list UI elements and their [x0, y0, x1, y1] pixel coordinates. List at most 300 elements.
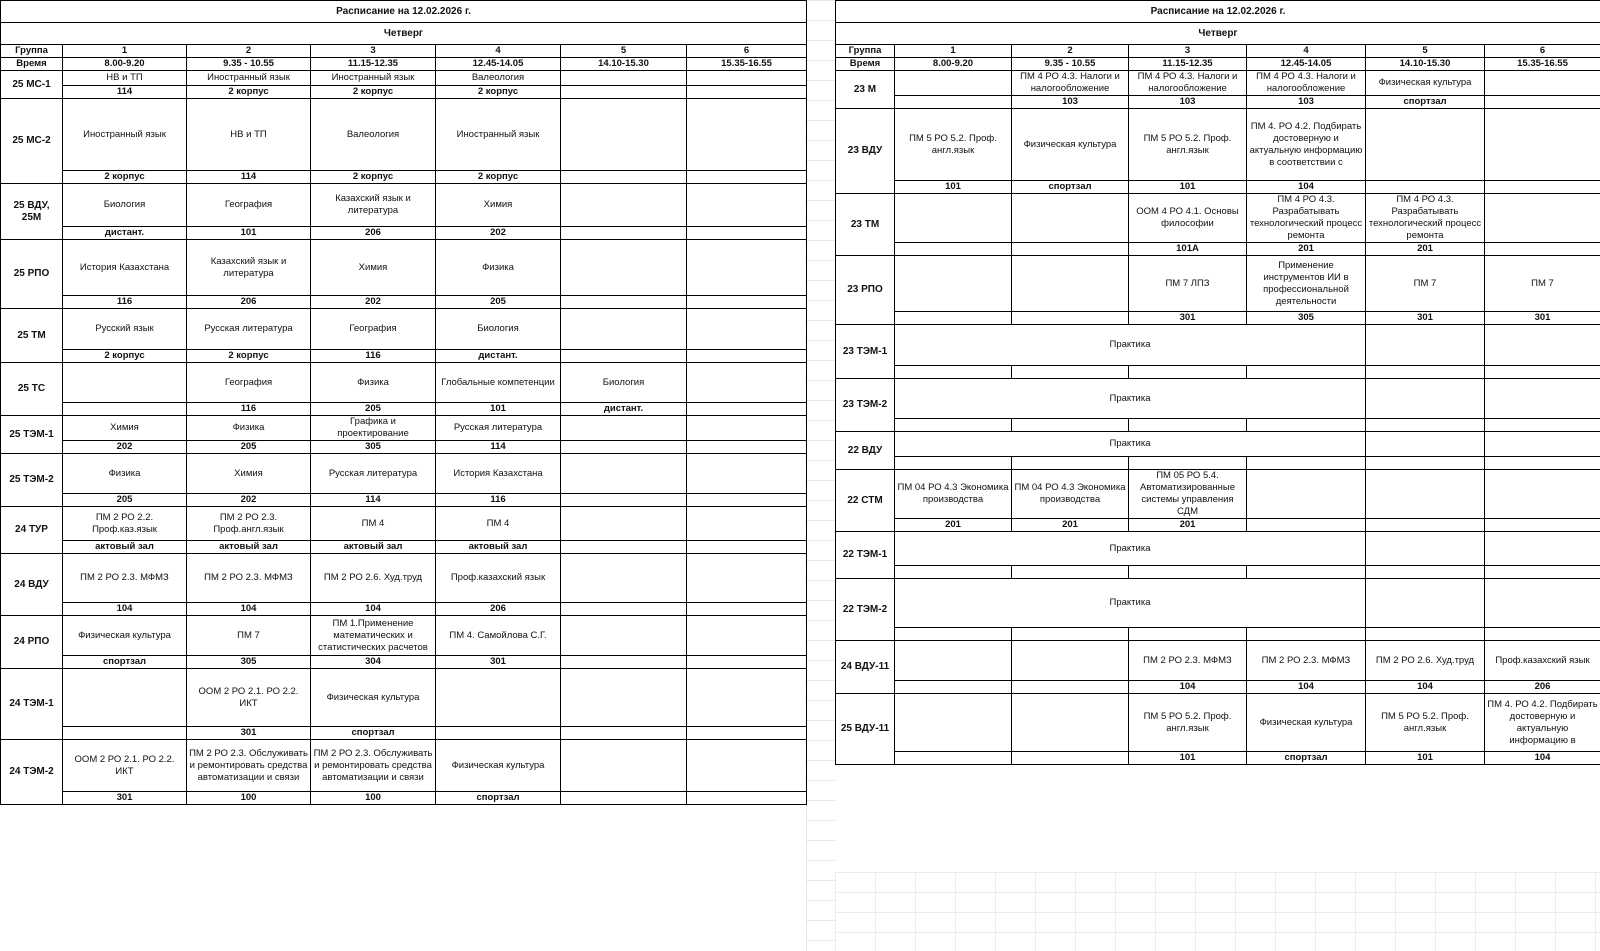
subject-cell: ПМ 4 [311, 507, 436, 541]
subject-cell [1485, 579, 1600, 628]
time-slot: 14.10-15.30 [1366, 58, 1485, 71]
subject-cell: ПМ 4. РО 4.2. Подбирать достоверную и актуальную информацию в соответствии с [1247, 109, 1366, 181]
room-cell [895, 681, 1012, 694]
room-cell: 103 [1247, 96, 1366, 109]
group-name: 25 ТС [1, 363, 63, 416]
group-name: 23 ТЭМ-2 [836, 379, 895, 432]
room-cell [63, 727, 187, 740]
subject-cell [687, 740, 807, 792]
subject-cell: ПМ 7 ЛПЗ [1129, 256, 1247, 312]
room-cell [1012, 628, 1129, 641]
subject-cell: Физическая культура [436, 740, 561, 792]
room-cell [1129, 566, 1247, 579]
subject-cell: Иностранный язык [311, 71, 436, 86]
pair-number: 1 [63, 45, 187, 58]
room-cell [561, 541, 687, 554]
subject-cell [63, 363, 187, 403]
subject-cell: ПМ 2 РО 2.3. МФМЗ [1129, 641, 1247, 681]
time-slot: 15.35-16.55 [1485, 58, 1600, 71]
group-name: 23 РПО [836, 256, 895, 325]
subject-cell [561, 71, 687, 86]
subject-cell [687, 71, 807, 86]
room-cell: 202 [311, 296, 436, 309]
group-name: 25 ТЭМ-1 [1, 416, 63, 454]
subject-cell [1366, 532, 1485, 566]
room-cell: 101 [1366, 752, 1485, 765]
subject-cell: Иностранный язык [63, 99, 187, 171]
group-name: 22 ТЭМ-2 [836, 579, 895, 641]
subject-cell: ПМ 04 РО 4.3 Экономика производства [895, 470, 1012, 519]
time-slot: 11.15-12.35 [311, 58, 436, 71]
subject-cell: Валеология [311, 99, 436, 171]
room-cell: 205 [436, 296, 561, 309]
subject-cell [561, 184, 687, 227]
room-cell [1247, 419, 1366, 432]
room-cell: 205 [187, 441, 311, 454]
room-cell [895, 752, 1012, 765]
room-cell [561, 86, 687, 99]
room-cell [561, 792, 687, 805]
room-cell: 104 [1247, 181, 1366, 194]
room-cell [1366, 566, 1485, 579]
room-cell: 305 [311, 441, 436, 454]
group-name: 24 ВДУ [1, 554, 63, 616]
subject-cell [687, 416, 807, 441]
time-slot: 9.35 - 10.55 [187, 58, 311, 71]
room-cell: 103 [1012, 96, 1129, 109]
subject-cell: Физическая культура [1012, 109, 1129, 181]
subject-cell [561, 454, 687, 494]
room-cell [1485, 181, 1600, 194]
room-cell [1366, 519, 1485, 532]
subject-cell: ПМ 4 РО 4.3. Налоги и налогообложение [1129, 71, 1247, 96]
group-name: 24 ТУР [1, 507, 63, 554]
room-cell: 305 [1247, 312, 1366, 325]
subject-cell: ПМ 5 РО 5.2. Проф. англ.язык [1129, 109, 1247, 181]
practice-cell: Практика [895, 379, 1366, 419]
subject-cell: Казахский язык и литература [311, 184, 436, 227]
subject-cell: ПМ 2 РО 2.6. Худ.труд [311, 554, 436, 603]
room-cell: 201 [1366, 243, 1485, 256]
subject-cell: ПМ 5 РО 5.2. Проф. англ.язык [1366, 694, 1485, 752]
subject-cell [687, 454, 807, 494]
room-cell: 2 корпус [187, 86, 311, 99]
room-cell [687, 403, 807, 416]
subject-cell [561, 99, 687, 171]
room-cell [687, 227, 807, 240]
pair-number: 3 [311, 45, 436, 58]
room-cell [1247, 566, 1366, 579]
room-cell [561, 227, 687, 240]
subject-cell [1366, 579, 1485, 628]
subject-cell: ПМ 2 РО 2.3. МФМЗ [1247, 641, 1366, 681]
subject-cell: География [187, 363, 311, 403]
room-cell: 206 [311, 227, 436, 240]
subject-cell: Физическая культура [1247, 694, 1366, 752]
room-cell [561, 171, 687, 184]
room-cell [561, 296, 687, 309]
subject-cell [1485, 109, 1600, 181]
subject-cell [561, 554, 687, 603]
room-cell: 116 [187, 403, 311, 416]
room-cell [63, 403, 187, 416]
room-cell [687, 603, 807, 616]
room-cell: 101 [1129, 181, 1247, 194]
subject-cell: Физика [436, 240, 561, 296]
subject-cell: Биология [436, 309, 561, 350]
subject-cell: НВ и ТП [63, 71, 187, 86]
subject-cell: ПМ 1.Применение математических и статистических расчетов [311, 616, 436, 656]
subject-cell [687, 184, 807, 227]
subject-cell [1012, 256, 1129, 312]
room-cell: 201 [1247, 243, 1366, 256]
time-header: Время [1, 58, 63, 71]
group-name: 25 МС-2 [1, 99, 63, 184]
room-cell: спортзал [1247, 752, 1366, 765]
subject-cell: Валеология [436, 71, 561, 86]
room-cell: 304 [311, 656, 436, 669]
subject-cell: ПМ 4. Самойлова С.Г. [436, 616, 561, 656]
subject-cell: Физическая культура [63, 616, 187, 656]
day-of-week: Четверг [1, 23, 807, 45]
subject-cell [1485, 470, 1600, 519]
room-cell [1485, 366, 1600, 379]
room-cell: 301 [436, 656, 561, 669]
room-cell [895, 312, 1012, 325]
subject-cell: ПМ 4 РО 4.3. Разрабатывать технологический процесс ремонта [1247, 194, 1366, 243]
room-cell: 101 [436, 403, 561, 416]
room-cell [687, 350, 807, 363]
subject-cell: Графика и проектирование [311, 416, 436, 441]
group-name: 25 ТМ [1, 309, 63, 363]
group-header: Группа [1, 45, 63, 58]
room-cell: спортзал [1366, 96, 1485, 109]
room-cell: 114 [311, 494, 436, 507]
group-name: 25 ТЭМ-2 [1, 454, 63, 507]
room-cell: 104 [1129, 681, 1247, 694]
schedule-table-right [835, 0, 1600, 765]
group-header: Группа [836, 45, 895, 58]
subject-cell [1485, 71, 1600, 96]
room-cell [1247, 457, 1366, 470]
group-name: 22 ВДУ [836, 432, 895, 470]
room-cell: 2 корпус [63, 350, 187, 363]
subject-cell: ООМ 2 РО 2.1. РО 2.2. ИКТ [63, 740, 187, 792]
room-cell: 104 [187, 603, 311, 616]
subject-cell: Применение инструментов ИИ в профессиональной деятельности [1247, 256, 1366, 312]
subject-cell: ПМ 2 РО 2.2. Проф.каз.язык [63, 507, 187, 541]
time-slot: 14.10-15.30 [561, 58, 687, 71]
room-cell [687, 792, 807, 805]
subject-cell: ПМ 2 РО 2.6. Худ.труд [1366, 641, 1485, 681]
sheet-gridlines [835, 872, 1600, 951]
group-name: 24 ТЭМ-1 [1, 669, 63, 740]
subject-cell [1485, 194, 1600, 243]
room-cell: 104 [63, 603, 187, 616]
schedule-table-left [0, 0, 807, 805]
room-cell [895, 243, 1012, 256]
subject-cell: ПМ 2 РО 2.3. МФМЗ [187, 554, 311, 603]
time-slot: 11.15-12.35 [1129, 58, 1247, 71]
room-cell [1247, 366, 1366, 379]
room-cell: 114 [436, 441, 561, 454]
room-cell [436, 727, 561, 740]
group-name: 25 ВДУ-11 [836, 694, 895, 765]
practice-cell: Практика [895, 325, 1366, 366]
group-name: 25 ВДУ, 25М [1, 184, 63, 240]
room-cell [1129, 457, 1247, 470]
subject-cell: Казахский язык и литература [187, 240, 311, 296]
subject-cell: ПМ 2 РО 2.3. Обслуживать и ремонтировать средства автоматизации и связи [311, 740, 436, 792]
room-cell [1366, 419, 1485, 432]
group-name: 25 МС-1 [1, 71, 63, 99]
room-cell: 2 корпус [311, 86, 436, 99]
subject-cell: Физика [63, 454, 187, 494]
subject-cell [561, 507, 687, 541]
room-cell [895, 566, 1012, 579]
room-cell [1485, 96, 1600, 109]
room-cell [1485, 243, 1600, 256]
subject-cell [1012, 641, 1129, 681]
room-cell [561, 656, 687, 669]
room-cell: 114 [63, 86, 187, 99]
subject-cell: Русская литература [311, 454, 436, 494]
room-cell [687, 86, 807, 99]
subject-cell: Биология [63, 184, 187, 227]
pair-number: 4 [436, 45, 561, 58]
subject-cell [687, 99, 807, 171]
subject-cell: Глобальные компетенции [436, 363, 561, 403]
room-cell: актовый зал [311, 541, 436, 554]
time-slot: 12.45-14.05 [1247, 58, 1366, 71]
pair-number: 3 [1129, 45, 1247, 58]
room-cell [1012, 457, 1129, 470]
subject-cell: ООМ 2 РО 2.1. РО 2.2. ИКТ [187, 669, 311, 727]
subject-cell [687, 616, 807, 656]
subject-cell: ПМ 4 РО 4.3. Налоги и налогообложение [1012, 71, 1129, 96]
room-cell: 201 [1129, 519, 1247, 532]
room-cell: 202 [187, 494, 311, 507]
room-cell: 116 [436, 494, 561, 507]
room-cell: дистант. [436, 350, 561, 363]
room-cell: 301 [1366, 312, 1485, 325]
room-cell [1247, 519, 1366, 532]
time-slot: 12.45-14.05 [436, 58, 561, 71]
subject-cell: Химия [63, 416, 187, 441]
subject-cell [561, 240, 687, 296]
subject-cell [687, 309, 807, 350]
subject-cell: Физическая культура [1366, 71, 1485, 96]
subject-cell [436, 669, 561, 727]
subject-cell [895, 694, 1012, 752]
room-cell [1366, 366, 1485, 379]
subject-cell: ПМ 7 [1485, 256, 1600, 312]
room-cell: дистант. [63, 227, 187, 240]
room-cell [561, 603, 687, 616]
room-cell [1012, 681, 1129, 694]
room-cell: актовый зал [436, 541, 561, 554]
subject-cell: ПМ 4 РО 4.3. Разрабатывать технологический процесс ремонта [1366, 194, 1485, 243]
room-cell: 114 [187, 171, 311, 184]
pair-number: 5 [561, 45, 687, 58]
subject-cell: НВ и ТП [187, 99, 311, 171]
pair-number: 6 [1485, 45, 1600, 58]
group-name: 24 РПО [1, 616, 63, 669]
subject-cell [1247, 470, 1366, 519]
room-cell [1012, 566, 1129, 579]
room-cell: спортзал [436, 792, 561, 805]
group-name: 23 М [836, 71, 895, 109]
room-cell: 2 корпус [187, 350, 311, 363]
pair-number: 6 [687, 45, 807, 58]
subject-cell: География [187, 184, 311, 227]
subject-cell [63, 669, 187, 727]
day-of-week: Четверг [836, 23, 1600, 45]
room-cell [1366, 181, 1485, 194]
time-slot: 8.00-9.20 [63, 58, 187, 71]
room-cell: актовый зал [187, 541, 311, 554]
room-cell [687, 727, 807, 740]
subject-cell [561, 740, 687, 792]
room-cell [895, 419, 1012, 432]
room-cell [1012, 419, 1129, 432]
subject-cell: ПМ 2 РО 2.3. Обслуживать и ремонтировать средства автоматизации и связи [187, 740, 311, 792]
subject-cell [561, 309, 687, 350]
subject-cell [687, 554, 807, 603]
room-cell: 202 [436, 227, 561, 240]
room-cell [1247, 628, 1366, 641]
subject-cell: Биология [561, 363, 687, 403]
room-cell [1485, 457, 1600, 470]
room-cell: 201 [1012, 519, 1129, 532]
room-cell: 101А [1129, 243, 1247, 256]
schedule-title: Расписание на 12.02.2026 г. [836, 1, 1600, 23]
room-cell: 101 [895, 181, 1012, 194]
subject-cell [1485, 532, 1600, 566]
pair-number: 2 [187, 45, 311, 58]
schedule-title: Расписание на 12.02.2026 г. [1, 1, 807, 23]
subject-cell [895, 194, 1012, 243]
time-slot: 8.00-9.20 [895, 58, 1012, 71]
subject-cell: ПМ 2 РО 2.3. МФМЗ [63, 554, 187, 603]
room-cell: 100 [187, 792, 311, 805]
subject-cell: Физика [187, 416, 311, 441]
room-cell [895, 366, 1012, 379]
subject-cell [561, 669, 687, 727]
subject-cell [687, 363, 807, 403]
subject-cell [895, 641, 1012, 681]
room-cell: 205 [63, 494, 187, 507]
practice-cell: Практика [895, 579, 1366, 628]
room-cell [687, 296, 807, 309]
subject-cell [687, 240, 807, 296]
subject-cell [1366, 379, 1485, 419]
room-cell [1129, 366, 1247, 379]
room-cell: 202 [63, 441, 187, 454]
group-name: 23 ВДУ [836, 109, 895, 194]
subject-cell: История Казахстана [63, 240, 187, 296]
room-cell: спортзал [63, 656, 187, 669]
room-cell [561, 494, 687, 507]
room-cell [895, 628, 1012, 641]
subject-cell: ПМ 5 РО 5.2. Проф. англ.язык [1129, 694, 1247, 752]
subject-cell: Иностранный язык [436, 99, 561, 171]
room-cell: 101 [1129, 752, 1247, 765]
room-cell: 104 [1247, 681, 1366, 694]
subject-cell [561, 416, 687, 441]
subject-cell: ПМ 5 РО 5.2. Проф. англ.язык [895, 109, 1012, 181]
subject-cell: Иностранный язык [187, 71, 311, 86]
subject-cell: Химия [187, 454, 311, 494]
room-cell [1012, 752, 1129, 765]
subject-cell: ПМ 2 РО 2.3. Проф.англ.язык [187, 507, 311, 541]
room-cell: 101 [187, 227, 311, 240]
room-cell: спортзал [311, 727, 436, 740]
room-cell: 206 [436, 603, 561, 616]
pair-number: 4 [1247, 45, 1366, 58]
room-cell: 201 [895, 519, 1012, 532]
room-cell: актовый зал [63, 541, 187, 554]
room-cell: 104 [1366, 681, 1485, 694]
group-name: 24 ТЭМ-2 [1, 740, 63, 805]
subject-cell: Химия [436, 184, 561, 227]
practice-cell: Практика [895, 532, 1366, 566]
room-cell: 206 [1485, 681, 1600, 694]
room-cell [687, 441, 807, 454]
group-name: 22 СТМ [836, 470, 895, 532]
room-cell: 2 корпус [311, 171, 436, 184]
subject-cell: ПМ 4. РО 4.2. Подбирать достоверную и актуальную информацию в [1485, 694, 1600, 752]
subject-cell: Физика [311, 363, 436, 403]
room-cell [1366, 457, 1485, 470]
room-cell: 305 [187, 656, 311, 669]
subject-cell: География [311, 309, 436, 350]
subject-cell: ПМ 7 [1366, 256, 1485, 312]
room-cell [1485, 519, 1600, 532]
subject-cell [1485, 379, 1600, 419]
room-cell: 116 [63, 296, 187, 309]
group-name: 23 ТЭМ-1 [836, 325, 895, 379]
subject-cell [1366, 325, 1485, 366]
room-cell: 301 [1129, 312, 1247, 325]
room-cell [1129, 419, 1247, 432]
time-slot: 15.35-16.55 [687, 58, 807, 71]
room-cell [687, 171, 807, 184]
subject-cell: Проф.казахский язык [1485, 641, 1600, 681]
room-cell: 301 [63, 792, 187, 805]
group-name: 24 ВДУ-11 [836, 641, 895, 694]
subject-cell: ПМ 04 РО 4.3 Экономика производства [1012, 470, 1129, 519]
subject-cell [687, 507, 807, 541]
subject-cell [1485, 432, 1600, 457]
pair-number: 5 [1366, 45, 1485, 58]
subject-cell [1012, 194, 1129, 243]
practice-cell: Практика [895, 432, 1366, 457]
subject-cell [561, 616, 687, 656]
time-header: Время [836, 58, 895, 71]
room-cell [561, 727, 687, 740]
subject-cell [1366, 109, 1485, 181]
subject-cell [1012, 694, 1129, 752]
group-name: 22 ТЭМ-1 [836, 532, 895, 579]
subject-cell: Физическая культура [311, 669, 436, 727]
room-cell [1485, 566, 1600, 579]
room-cell [895, 457, 1012, 470]
room-cell [561, 350, 687, 363]
subject-cell: Русский язык [63, 309, 187, 350]
room-cell: 301 [1485, 312, 1600, 325]
room-cell [1485, 628, 1600, 641]
